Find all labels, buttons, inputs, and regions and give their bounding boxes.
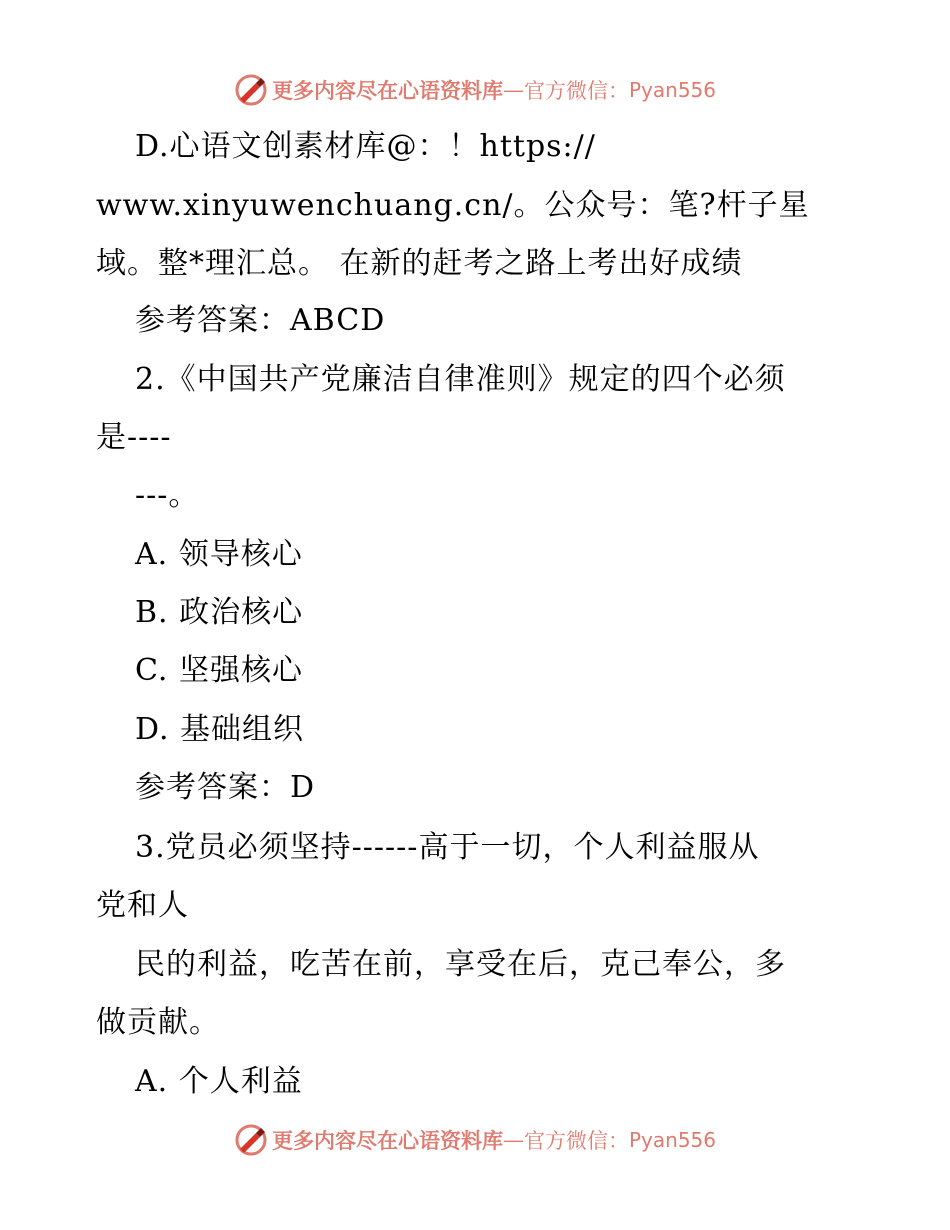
footer-banner (0, 1120, 950, 1160)
question-3-line-4: 做贡献。 (96, 1005, 220, 1040)
banner-main-text: 更多内容尽在心语资料库 (271, 78, 503, 103)
banner-dash: — (502, 78, 524, 102)
banner-wechat-id: Pyan556 (628, 1128, 716, 1152)
pen-circle-logo-icon (234, 1123, 268, 1157)
text-line-url: www.xinyuwenchuang.cn/。公众号：笔?杆子星 (96, 188, 810, 223)
question-3-line-2: 党和人 (96, 888, 189, 923)
text-line-option-d-source: D.心语文创素材库@：！https:// (135, 129, 596, 164)
header-banner (0, 70, 950, 110)
question-3-option-a: A. 个人利益 (135, 1064, 303, 1099)
banner-wechat-label: 官方微信： (523, 1129, 629, 1153)
question-2-line-1: 2.《中国共产党廉洁自律准则》规定的四个必须 (135, 362, 786, 397)
banner-wechat-label: 官方微信： (523, 79, 629, 103)
pen-circle-logo-icon (234, 73, 268, 107)
question-3-line-1: 3.党员必须坚持------高于一切，个人利益服从 (135, 830, 760, 865)
question-2-option-a: A. 领导核心 (135, 537, 303, 572)
question-2-option-c: C. 坚强核心 (135, 653, 303, 688)
answer-line-2: 参考答案：D (135, 770, 316, 805)
banner-wechat-id: Pyan556 (628, 78, 716, 102)
answer-line-1: 参考答案：ABCD (135, 303, 386, 338)
text-line-note: 域。整*理汇总。 在新的赶考之路上考出好成绩 (96, 246, 743, 281)
banner-dash: — (502, 1128, 524, 1152)
question-2-line-2: 是---- (96, 420, 172, 455)
banner-main-text: 更多内容尽在心语资料库 (271, 1128, 503, 1153)
question-3-line-3: 民的利益，吃苦在前，享受在后，克己奉公，多 (135, 947, 786, 982)
question-2-line-3: ---。 (135, 478, 200, 513)
question-2-option-d: D. 基础组织 (135, 712, 305, 747)
question-2-option-b: B. 政治核心 (135, 595, 304, 630)
